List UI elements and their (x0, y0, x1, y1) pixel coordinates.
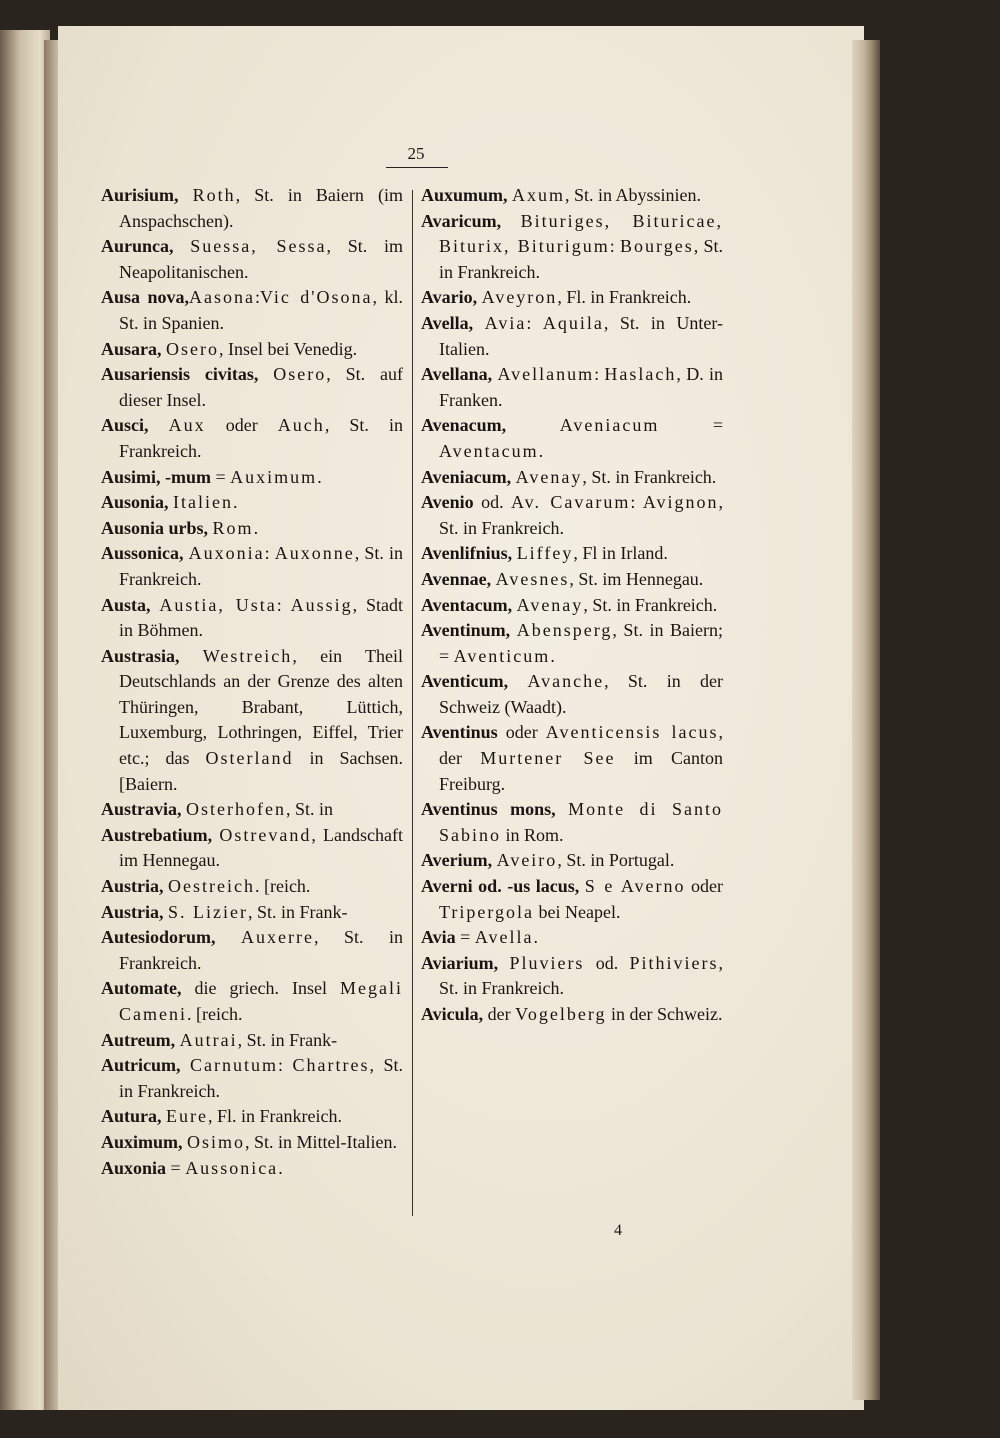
entry-headword: Avenlifnius, (421, 543, 513, 564)
spaced-name: Aveniacum (559, 415, 660, 436)
spaced-name: Autrai (179, 1029, 238, 1050)
entry-headword: Austria, (101, 901, 164, 922)
spaced-name: Avanche (527, 671, 605, 692)
entry-headword: Aurisium, (101, 185, 179, 205)
spaced-name: Aventicensis lacus (545, 722, 719, 743)
dictionary-entry: Aurisium, Roth, St. in Baiern (im Anspachschen). (101, 185, 403, 231)
spaced-name: Chartres (292, 1055, 370, 1076)
spaced-name: Avenay (516, 594, 584, 615)
entry-headword: Automate, (101, 978, 182, 999)
entry-headword: Avenacum, (421, 415, 507, 436)
dictionary-entry: Aussonica, Auxonia: Auxonne, St. in Frankreich. (101, 543, 403, 589)
dictionary-entry: Aveniacum, Avenay, St. in Frankreich. (421, 466, 717, 487)
entry-headword: Ausonia, (101, 492, 169, 513)
spaced-name: Aux (168, 415, 206, 436)
entry-headword: Aventinus mons, (421, 799, 556, 820)
spaced-name: Aasona (188, 287, 255, 308)
dictionary-entry: Automate, die griech. Insel Megali Cameni. [reich. (101, 978, 403, 1024)
dictionary-entry: Avicula, der Vogelberg in der Schweiz. (421, 1004, 723, 1024)
spaced-name: Osero (166, 338, 220, 359)
entry-headword: Austa, (101, 594, 151, 615)
entry-headword: Avaricum, (421, 210, 502, 231)
spaced-name: Aussonica (185, 1157, 279, 1178)
spaced-name: Aussig (290, 594, 353, 615)
spaced-name: S e Averno (584, 876, 686, 897)
dictionary-entry: Autesiodorum, Auxerre, St. in Frankreich. (101, 927, 403, 973)
spaced-name: Osterhofen (186, 799, 286, 820)
spaced-name: Avia (484, 312, 527, 333)
entry-headword: Avellana, (421, 364, 493, 385)
dictionary-entry: Ausariensis civitas, Osero, St. auf dieser Insel. (101, 364, 404, 410)
spaced-name: Rom (212, 517, 254, 538)
dictionary-entry: Ausa nova,Aasona:Vic d'Osona, kl. St. in Spanien. (101, 287, 403, 333)
spaced-name: Vic d'Osona (259, 287, 373, 308)
spaced-name: Auxonne (274, 543, 355, 564)
entry-headword: Aurunca, (101, 236, 174, 257)
dictionary-entry: Ausci, Aux oder Auch, St. in Frankreich. (101, 415, 404, 461)
entry-headword: Austria, (101, 876, 164, 897)
entry-headword: Aussonica, (101, 543, 184, 564)
left-page-edge (0, 30, 50, 1410)
spaced-name: Axum (512, 185, 566, 205)
dictionary-entry: Autricum, Carnutum: Chartres, St. in Frankreich. (101, 1055, 403, 1101)
dictionary-entry: Avenio od. Av. Cavarum: Avignon, St. in Frankreich. (421, 492, 723, 538)
entry-headword: Aveniacum, (421, 466, 512, 487)
spaced-name: Carnutum (190, 1055, 278, 1076)
spaced-name: Auch (277, 415, 325, 436)
dictionary-entry: Ausonia urbs, Rom. (101, 517, 259, 538)
entry-headword: Ausara, (101, 338, 162, 359)
spaced-name: Oestreich (168, 876, 255, 897)
spaced-name: Eure (166, 1106, 208, 1127)
entry-headword: Ausimi, -mum (101, 466, 212, 487)
spaced-name: S. Lizier (168, 901, 248, 922)
dictionary-entry: Avario, Aveyron, Fl. in Frankreich. (421, 287, 692, 308)
signature-mark: 4 (614, 1222, 622, 1239)
dictionary-entry: Autreum, Autrai, St. in Frank- (101, 1029, 338, 1050)
entry-headword: Austrebatium, (101, 824, 213, 845)
spaced-name: Suessa, Sessa (190, 236, 327, 257)
spaced-name: Murtener See (480, 748, 616, 769)
entry-headword: Ausonia urbs, (101, 517, 209, 538)
spaced-name: Westreich (202, 645, 293, 666)
dictionary-entry: Aventinus mons, Monte di Santo Sabino in Rom. (421, 799, 724, 845)
dictionary-entry: Auxonia = Aussonica. (101, 1157, 283, 1178)
entry-headword: Avia (421, 927, 456, 948)
spaced-name: Auxonia (188, 543, 265, 564)
entry-headword: Avella, (421, 312, 474, 333)
dictionary-entry: Austrebatium, Ostrevand, Landschaft im Hennegau. (101, 824, 404, 871)
spaced-name: Haslach (604, 364, 677, 385)
entry-headword: Auxumum, (421, 185, 508, 205)
entry-headword: Autesiodorum, (101, 927, 216, 948)
dictionary-entry: Avellana, Avellanum: Haslach, D. in Franken. (421, 364, 723, 410)
dictionary-entry: Austa, Austia, Usta: Aussig, Stadt in Böhmen. (101, 594, 403, 641)
spaced-name: Tripergola (439, 901, 535, 922)
spaced-name: Bituriges, Bituricae, Biturix, Biturigum (439, 210, 723, 257)
spaced-name: Osterland (205, 748, 294, 769)
spaced-name: Osimo (187, 1131, 246, 1152)
spaced-name: Bourges (620, 236, 694, 257)
dictionary-entry: Austria, Oestreich. [reich. (101, 876, 311, 897)
spaced-name: Avellanum (497, 364, 595, 385)
spaced-name: Aveiro (496, 850, 558, 871)
spaced-name: Pluviers (509, 952, 585, 973)
spaced-name: Aveyron (481, 287, 558, 308)
spaced-name: Ostrevand (219, 824, 312, 845)
dictionary-entry: Aventicum, Avanche, St. in der Schweiz (Waadt). (421, 671, 724, 717)
entry-headword: Autreum, (101, 1029, 176, 1050)
page-number: 25 (407, 144, 425, 163)
dictionary-entry: Austravia, Osterhofen, St. in (101, 799, 333, 820)
dictionary-entry: Aviarium, Pluviers od. Pithiviers, St. in Frankreich. (421, 952, 723, 999)
spaced-name: Monte di Santo Sabino (439, 799, 724, 845)
entry-headword: Avenio (421, 492, 474, 513)
spaced-name: Aventacum (439, 440, 539, 461)
entry-headword: Averni od. -us lacus, (421, 876, 580, 897)
entry-headword: Aventacum, (421, 594, 513, 615)
entry-headword: Auxonia (101, 1157, 167, 1178)
entry-headword: Auximum, (101, 1131, 183, 1152)
entry-headword: Austrasia, (101, 645, 180, 666)
dictionary-entry: Avia = Avella. (421, 927, 538, 948)
dictionary-entry: Aventacum, Avenay, St. in Frankreich. (421, 594, 718, 615)
left-column (101, 183, 403, 1181)
entry-headword: Avicula, (421, 1004, 484, 1024)
spaced-name: Auxerre (241, 927, 314, 948)
spaced-name: Roth (192, 185, 236, 205)
entry-headword: Avario, (421, 287, 478, 308)
dictionary-entry: Aventinus oder Aventicensis lacus, der Murtener See im Canton Freiburg. (421, 722, 724, 794)
spaced-name: Pithiviers (629, 952, 719, 973)
dictionary-entry: Averium, Aveiro, St. in Portugal. (421, 850, 675, 871)
spaced-name: Avenay (515, 466, 583, 487)
spaced-name: Megali Cameni (119, 978, 403, 1024)
dictionary-entry: Autura, Eure, Fl. in Frankreich. (101, 1106, 342, 1127)
column-divider (412, 190, 413, 1216)
dictionary-entry: Austria, S. Lizier, St. in Frank- (101, 901, 348, 922)
dictionary-entry: Auxumum, Axum, St. in Abyssinien. (421, 185, 702, 205)
spaced-name: Auximum (230, 466, 318, 487)
dictionary-entry: Auximum, Osimo, St. in Mittel-Italien. (101, 1131, 398, 1152)
spaced-name: Aventicum (453, 645, 551, 666)
header-rule (386, 167, 448, 168)
entry-headword: Aviarium, (421, 952, 499, 973)
entry-headword: Austravia, (101, 799, 182, 820)
entry-headword: Autricum, (101, 1055, 181, 1076)
entry-headword: Averium, (421, 850, 493, 871)
entry-headword: Ausariensis civitas, (101, 364, 259, 385)
spaced-name: Aquila (542, 312, 604, 333)
spaced-name: Avignon (642, 492, 719, 513)
entry-headword: Aventinum, (421, 620, 511, 641)
dictionary-entry: Ausimi, -mum = Auximum. (101, 466, 322, 487)
spaced-name: Osero (273, 364, 327, 385)
spaced-name: Vogelberg (515, 1004, 607, 1024)
spaced-name: Italien (173, 492, 234, 513)
entry-headword: Aventinus (421, 722, 498, 743)
spaced-name: Liffey (516, 543, 574, 564)
dictionary-entry: Avella, Avia: Aquila, St. in Unter-Italien. (421, 312, 723, 359)
entry-headword: Aventicum, (421, 671, 509, 692)
entry-headword: Ausa nova, (101, 287, 189, 308)
spaced-name: Av. Cavarum (511, 492, 631, 513)
dictionary-entry: Avenacum, Aveniacum = Aventacum. (421, 415, 723, 461)
dictionary-entry: Aventinum, Abensperg, St. in Baiern; = Aventicum. (421, 620, 724, 666)
dictionary-entry: Avennae, Avesnes, St. im Hennegau. (421, 568, 704, 589)
entry-headword: Ausci, (101, 415, 149, 436)
page-right-edge (852, 40, 880, 1400)
dictionary-entry: Aurunca, Suessa, Sessa, St. im Neapolitanischen. (101, 236, 404, 282)
dictionary-entry: Austrasia, Westreich, ein Theil Deutschlands an der Grenze des alten Thüringen, Brabant, Lüttich, Luxemburg, Lothringen, Eiffel, Trier etc.; das Osterland in Sachsen. [Baiern. (101, 645, 403, 794)
spaced-name: Austia, Usta (159, 594, 277, 615)
dictionary-entry: Averni od. -us lacus, S e Averno oder Tripergola bei Neapel. (421, 876, 724, 922)
dictionary-entry: Avaricum, Bituriges, Bituricae, Biturix, Biturigum: Bourges, St. in Frankreich. (421, 210, 723, 282)
dictionary-entry: Avenlifnius, Liffey, Fl in Irland. (421, 543, 668, 564)
dictionary-entry: Ausara, Osero, Insel bei Venedig. (101, 338, 358, 359)
spaced-name: Abensperg (516, 620, 613, 641)
entry-headword: Autura, (101, 1106, 162, 1127)
right-column (421, 183, 723, 1028)
spaced-name: Avella (474, 927, 534, 948)
spaced-name: Avesnes (495, 568, 570, 589)
entry-headword: Avennae, (421, 568, 492, 589)
dictionary-entry: Ausonia, Italien. (101, 492, 238, 513)
